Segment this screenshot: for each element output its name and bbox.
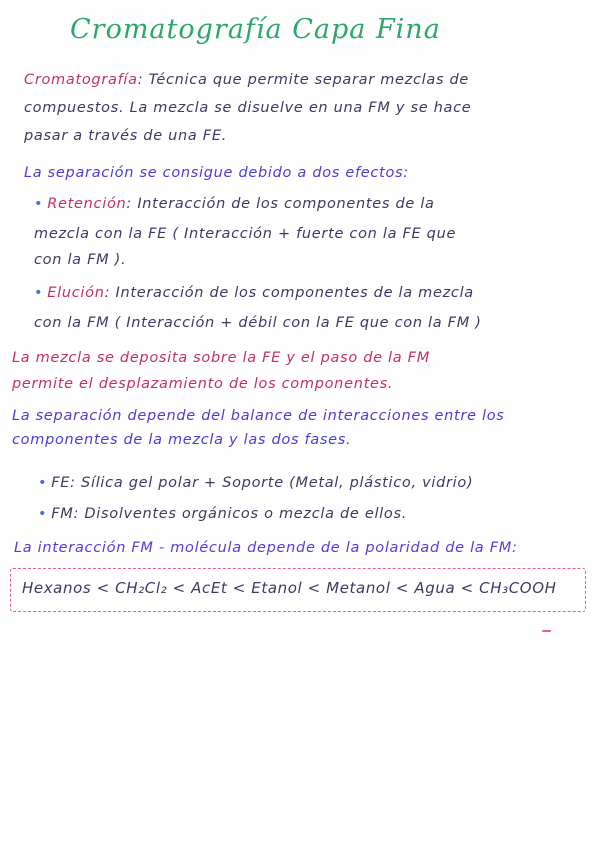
bullet-icon: •	[38, 475, 48, 491]
interaction-intro: La interacción FM - molécula depende de la polaridad de la FM:	[14, 540, 518, 556]
definition-text: : Técnica que permite separar mezclas de	[137, 72, 470, 88]
fe-item	[38, 475, 473, 491]
retention-term: Retención	[47, 196, 127, 212]
effects-intro: La separación se consigue debido a dos efectos:	[24, 165, 409, 181]
definition-line-1	[24, 72, 469, 88]
elution-line-2: con la FM ( Interacción + débil con la FE que con la FM )	[34, 315, 482, 331]
deposit-line-1: La mezcla se deposita sobre la FE y el paso de la FM	[12, 350, 430, 366]
bullet-icon: •	[34, 196, 44, 212]
elution-line-1	[34, 285, 474, 301]
fm-item	[38, 506, 407, 522]
polarity-series: Hexanos < CH₂Cl₂ < AcEt < Etanol < Metanol < Agua < CH₃COOH	[22, 579, 557, 597]
fm-item-text: FM: Disolventes orgánicos o mezcla de ellos.	[51, 506, 408, 522]
elution-term: Elución	[47, 285, 105, 301]
balance-line-1: La separación depende del balance de interacciones entre los	[12, 408, 505, 424]
deposit-line-2: permite el desplazamiento de los componentes.	[12, 376, 394, 392]
definition-line-2: compuestos. La mezcla se disuelve en una FM y se hace	[24, 100, 472, 116]
elution-text: : Interacción de los componentes de la mezcla	[104, 285, 474, 301]
balance-line-2: componentes de la mezcla y las dos fases.	[12, 432, 352, 448]
bullet-icon: •	[34, 285, 44, 301]
retention-line-3: con la FM ).	[34, 252, 127, 268]
definition-term: Cromatografía	[24, 72, 138, 88]
definition-line-3: pasar a través de una FE.	[24, 128, 228, 144]
page-title: Cromatografía Capa Fina	[70, 14, 441, 45]
fe-item-text: FE: Sílica gel polar + Soporte (Metal, plástico, vidrio)	[51, 475, 474, 491]
ink-mark	[542, 630, 551, 632]
retention-line-1	[34, 196, 435, 212]
bullet-icon: •	[38, 506, 48, 522]
retention-text: : Interacción de los componentes de la	[126, 196, 435, 212]
retention-line-2: mezcla con la FE ( Interacción + fuerte con la FE que	[34, 226, 457, 242]
